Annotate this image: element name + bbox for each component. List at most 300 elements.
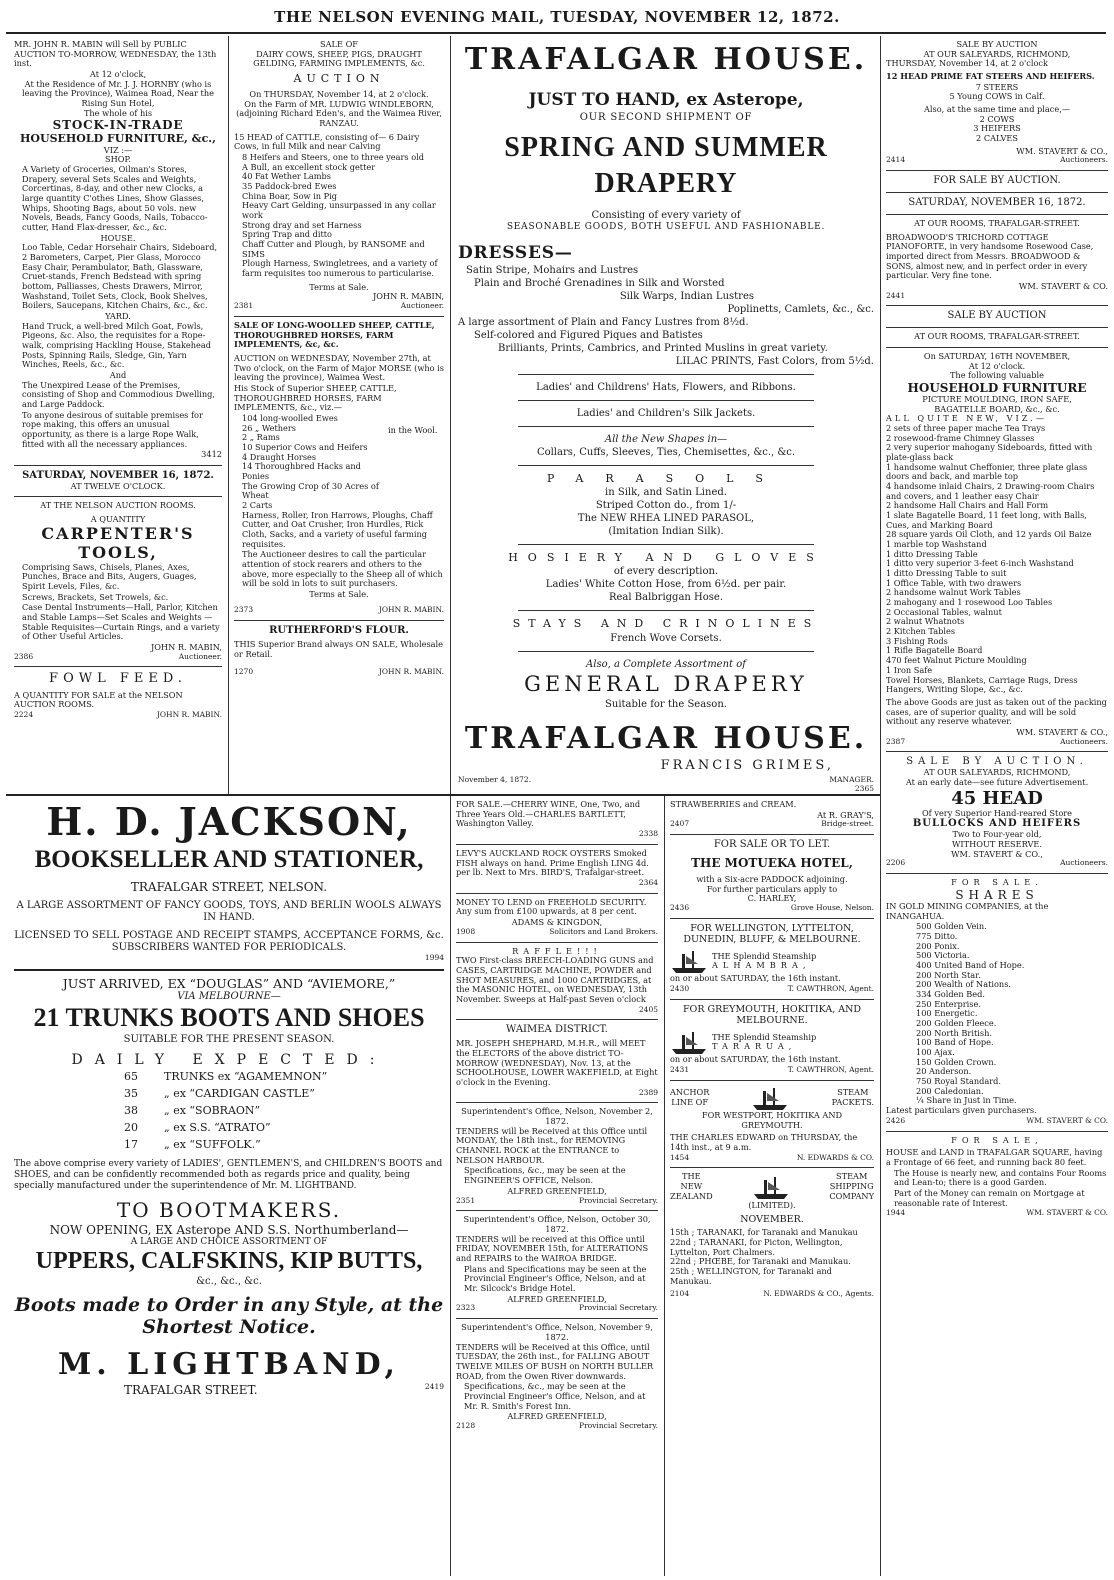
flour-heading: RUTHERFORD'S FLOUR. — [269, 624, 409, 636]
ad-divider — [886, 214, 1108, 215]
ad-divider — [456, 1102, 658, 1103]
trafalgar-date: November 4, 1872. — [458, 774, 532, 784]
ad-divider — [234, 620, 444, 621]
parasols-heading: PARASOLS — [547, 471, 785, 485]
shapes-line: All the New Shapes in— — [604, 433, 728, 445]
list-item: 1 ditto Dressing Table — [886, 548, 978, 559]
hosiery-line-3: Real Balbriggan Hose. — [608, 592, 724, 604]
money-role: Solicitors and Land Brokers. — [549, 926, 658, 936]
motueka-with: with a Six-acre PADDOCK adjoining. — [696, 874, 848, 885]
house-list: Loo Table, Cedar Horsehair Chairs, Sideboard, 2 Barometers, Carpet, Pier Glass, Morocco Easy Chair, Perambulator, Bath, Glassware, Cruet-stands, French Bedstead with spring bottom, Palliasses, Chests Drawers, Mirror, Washstand, Toilet Sets, Clock, Book Shelves, Boilers, Saucepans, Kitchen Chairs, &c., &c. — [22, 242, 218, 311]
steamship-icon — [752, 1174, 790, 1200]
sheep-body-2: His Stock of Superior SHEEP, CATTLE, THOROUGHBRED HORSES, FARM IMPLEMENTS, &c., viz.— — [234, 382, 397, 413]
list-item: 5 Young COWS in Calf. — [949, 91, 1045, 102]
dairy-place: On the Farm of MR. LUDWIG WINDLEBORN, (adjoining Richard Eden's, and the Waimea River, RANZAU. — [236, 98, 442, 128]
tender2-heading: Superintendent's Office, Nelson, October 30, 1872. — [463, 1214, 651, 1235]
dresses-line-8: LILAC PRINTS, Fast Colors, from 5½d. — [675, 355, 874, 367]
list-item: 26 „ Wethers — [242, 422, 296, 433]
sale4-age: Two to Four-year old, — [952, 829, 1042, 840]
ad-number: 2407 — [670, 819, 690, 829]
parasols-line-2: Striped Cotton do., from 1/- — [595, 499, 737, 511]
sale3-signature: WM. STAVERT & CO., — [1016, 726, 1108, 737]
ad-divider — [886, 751, 1108, 752]
sale6-body: HOUSE and LAND in TRAFALGAR SQUARE, having a Frontage of 66 feet, and running back 80 feet. — [886, 1147, 1103, 1167]
ad-number: 2441 — [886, 290, 906, 300]
list-item: 3 Fishing Rods — [886, 635, 948, 646]
list-item: 1 ditto very superior 3-feet 6-inch Washstand — [886, 558, 1074, 569]
column-rule — [228, 36, 229, 794]
list-item: 2 Carts — [242, 500, 273, 511]
list-item: 200 North Star. — [916, 969, 981, 980]
auction-place: At the Residence of Mr. J. J. HORNBY (who is leaving the Province), Waimea Road, Near the Rising Sun Hotel, — [22, 78, 214, 109]
stavert-sale-3 — [886, 310, 1108, 746]
list-item: 3 HEIFERS — [973, 123, 1021, 134]
ad-number: 2414 — [886, 155, 906, 165]
ad-divider — [670, 999, 874, 1000]
greymouth-body-2: on or about SATURDAY, the 16th instant. — [670, 1054, 841, 1065]
list-item: 2 sets of three paper mache Tea Trays — [886, 423, 1046, 434]
ad-number: 2351 — [456, 1195, 476, 1205]
ad-divider — [518, 400, 814, 401]
ad-number: 2405 — [638, 1004, 658, 1014]
carpenter-body-2: Screws, Brackets, Set Trowels, &c. — [22, 591, 169, 602]
also-line: Also, a Complete Assortment of — [586, 658, 746, 670]
list-item: 25th ; WELLINGTON, for Taranaki and Manukau. — [670, 1265, 832, 1286]
shop-heading: SHOP. — [105, 154, 131, 165]
list-item: 38 „ ex “SOBRAON” — [124, 1104, 261, 1118]
sale5-lead: IN GOLD MINING COMPANIES, at the INANGAHUA. — [886, 900, 1049, 921]
dairy-lead: 15 HEAD of CATTLE, consisting of— 6 Dairy Cows, in full Milk and near Calving — [234, 131, 420, 152]
sale2-signature: WM. STAVERT & CO. — [1018, 280, 1108, 291]
sheep-sale — [234, 321, 444, 615]
dairy-date: On THURSDAY, November 14, at 2 o'clock. — [249, 88, 429, 99]
dairy-sale — [234, 40, 444, 311]
list-item: Heavy Cart Gelding, unsurpassed in any collar work — [242, 200, 436, 221]
list-item: China Boar, Sow in Pig — [242, 190, 337, 201]
dresses-line-7: Brilliants, Prints, Cambrics, and Printed Muslins in great variety. — [498, 342, 828, 354]
list-item: 500 Golden Vein. — [916, 921, 987, 932]
tender2-signature: ALFRED GREENFIELD, — [507, 1293, 607, 1304]
anchor-line-banner — [670, 1085, 874, 1111]
ad-number: 2338 — [638, 829, 658, 839]
hats-line: Ladies' and Childrens' Hats, Flowers, and Ribbons. — [536, 381, 796, 393]
flour-body: THIS Superior Brand always ON SALE, Wholesale or Retail. — [234, 639, 443, 660]
list-item: 470 feet Walnut Picture Moulding — [886, 655, 1027, 666]
motueka-further: For further particulars apply to — [706, 883, 838, 894]
ad-number: 2323 — [456, 1303, 476, 1313]
yard-heading: YARD. — [105, 310, 131, 321]
anchor-for: FOR WESTPORT, HOKITIKA AND GREYMOUTH. — [701, 1109, 843, 1130]
ad-number: 1994 — [424, 952, 444, 962]
sale1-items — [886, 83, 1108, 102]
dairy-h2: DAIRY COWS, SHEEP, PIGS, DRAUGHT GELDING, FARMING IMPLEMENTS, &c. — [253, 48, 425, 69]
sale1-place: AT OUR SALEYARDS, RICHMOND, — [923, 48, 1071, 59]
rope-note: To anyone desirous of suitable premises for rope making, this offers an unusual opportunity, as there is a large Rope Walk, fitted with all the necessary appliances. — [22, 409, 203, 449]
trafalgar-title-2: TRAFALGAR HOUSE. — [464, 720, 868, 756]
ad-number: 1454 — [670, 1152, 690, 1162]
list-item: 1 Office Table, with two drawers — [886, 577, 1022, 588]
list-item: 104 long-woolled Ewes — [242, 412, 338, 423]
ad-number: 2419 — [424, 1381, 444, 1391]
ad-divider — [456, 1019, 658, 1020]
jackson-ad — [14, 800, 444, 963]
ad-divider — [456, 942, 658, 943]
strawberries-street: Bridge-street. — [821, 819, 874, 829]
ad-divider — [518, 610, 814, 611]
list-item: 1 marble top Washstand — [886, 539, 987, 550]
list-item: 2 handsome Hall Chairs and Hall Form — [886, 500, 1049, 511]
auction-title: STOCK-IN-TRADE — [52, 118, 184, 133]
auction-intro: MR. JOHN R. MABIN will Sell by PUBLIC AUCTION TO-MORROW, WEDNESDAY, the 13th inst. — [14, 40, 217, 69]
list-item: 250 Enterprise. — [916, 998, 981, 1009]
boots-suitable: SUITABLE FOR THE PRESENT SEASON. — [123, 1033, 335, 1045]
carpenter-auction — [14, 470, 222, 661]
anchor-l1: ANCHOR — [670, 1087, 710, 1098]
general-drapery: GENERAL DRAPERY — [524, 671, 808, 696]
dairy-role: Auctioneer. — [400, 301, 444, 311]
boots-body: The above comprise every variety of LADIES', GENTLEMEN'S, and CHILDREN'S BOOTS and SHOES, and can be confidently recommended both as regards price and quality, being specially manufactured under the superintendence of Mr. M. LIGHTBAND. — [14, 1159, 443, 1191]
list-item: 100 Energetic. — [916, 1008, 978, 1019]
dresses-line-6: Self-colored and Figured Piques and Batistes — [474, 329, 703, 341]
stavert-sale-1 — [886, 40, 1108, 165]
dresses-line-3: Silk Warps, Indian Lustres — [619, 290, 754, 302]
jackson-street: TRAFALGAR STREET, NELSON. — [130, 880, 328, 895]
sale4-sub: Of very Superior Hand-reared Store — [921, 807, 1073, 818]
house-heading: HOUSE. — [100, 232, 136, 243]
anchor-r1: STEAM — [837, 1087, 869, 1098]
list-item: 2 very superior mahogany Sideboards, fitted with plate-glass back — [886, 442, 1093, 463]
ad-divider — [886, 305, 1108, 306]
sale3-date: On SATURDAY, 16TH NOVEMBER, — [923, 350, 1071, 361]
sale4-role: Auctioneers. — [1060, 858, 1108, 868]
dairy-terms: Terms at Sale. — [309, 281, 369, 292]
sale4-title: BULLOCKS AND HEIFERS — [912, 818, 1082, 830]
middle-left — [456, 800, 658, 1576]
list-item: 35 „ ex “CARDIGAN CASTLE” — [124, 1087, 315, 1101]
motueka-signature: C. HARLEY, — [747, 893, 797, 904]
list-item: A Bull, an excellent stock getter — [242, 161, 376, 172]
flour-ad — [234, 625, 444, 677]
fowl-title: FOWL FEED. — [49, 671, 187, 687]
cherry-wine: FOR SALE.—CHERRY WINE, One, Two, and Three Years Old.—CHARLES BARTLETT, Washington Valley. — [456, 800, 641, 829]
jackson-line-2: LICENSED TO SELL POSTAGE AND RECEIPT STAMPS, ACCEPTANCE FORMS, &c. SUBSCRIBERS WANTED FOR PERIODICALS. — [14, 930, 444, 953]
ad-divider — [14, 666, 222, 667]
sale2-heading: FOR SALE BY AUCTION. — [933, 175, 1061, 187]
sale4-heading: SALE BY AUCTION. — [906, 756, 1088, 768]
anchor-r2: PACKETS. — [831, 1096, 874, 1107]
ad-number: 2387 — [886, 736, 906, 746]
sale6-body-2: The House is nearly new, and contains Four Rooms and Lean-to; there is a good Garden. — [894, 1167, 1107, 1188]
carpenter-time: AT TWELVE O'CLOCK. — [70, 480, 166, 491]
column-rule — [664, 796, 665, 1576]
ad-number: 2128 — [456, 1420, 476, 1430]
ad-divider — [670, 1167, 874, 1168]
list-item: 14 Thoroughbred Hacks and Ponies — [242, 461, 361, 482]
flour-signature: JOHN R. MABIN. — [378, 666, 444, 676]
nz-r1: STEAM — [836, 1171, 868, 1182]
list-item: 65 TRUNKS ex “AGAMEMNON” — [124, 1070, 328, 1084]
section-rule — [14, 969, 444, 971]
money-signature: ADAMS & KINGDON, — [511, 917, 603, 928]
list-item: 200 Wealth of Nations. — [916, 979, 1012, 990]
shop-list: A Variety of Groceries, Oilman's Stores, Drapery, several Sets Scales and Weights, Corcertinas, 8-day, and other new Clocks, a large quantity C'othes Lines, Show Glasses, Whips, Shooting Bags, about 50 vols. new Novels, Beads, Fancy Goods, Nails, Tobacco-cutter, Hand Flax-dresser, &c., &c. — [22, 163, 208, 232]
waimea-body: MR. JOSEPH SHEPHARD, M.H.R., will MEET the ELECTORS of the above district TO-MORROW (WEDNESDAY), Nov. 13, at the SCHOOLHOUSE, LOWER WAKEFIELD, at Eight o'clock in the Evening. — [456, 1038, 658, 1087]
list-item: 35 Paddock-bred Ewes — [242, 181, 337, 192]
auction-viz: VIZ :— — [103, 144, 133, 155]
sale3-items — [886, 424, 1108, 695]
ad-divider — [518, 651, 814, 652]
motueka-title: THE MOTUEKA HOTEL, — [691, 855, 853, 870]
sale1-date: THURSDAY, November 14, at 2 o'clock — [886, 58, 1048, 69]
list-item: 500 Victoria. — [916, 950, 970, 961]
carpenter-body-3: Case Dental Instruments—Hall, Parlor, Kitchen and Stable Lamps—Set Scales and Weights —Stable Requisites—Curtain Rings, and a variety of Other Useful Articles. — [22, 602, 220, 642]
boots-title: 21 TRUNKS BOOTS AND SHOES — [33, 1003, 425, 1033]
list-item: 2 handsome walnut Work Tables — [886, 587, 1021, 598]
nz-l3: ZEALAND — [670, 1190, 713, 1201]
sheep-signature: JOHN R. MABIN. — [378, 604, 444, 614]
steamship-icon — [670, 1029, 708, 1055]
fowl-signature: JOHN R. MABIN. — [156, 710, 222, 720]
dresses-heading: DRESSES— — [458, 242, 573, 263]
sale3-title: HOUSEHOLD FURNITURE — [907, 380, 1087, 395]
list-item: 1 handsome walnut Cheffonier, three plate glass doors and back, and marble top — [886, 461, 1088, 482]
dairy-auction: AUCTION — [293, 72, 385, 86]
spring-drapery: SPRING AND SUMMER DRAPERY — [504, 132, 828, 200]
list-item: 2 rosewood-frame Chimney Glasses — [886, 432, 1035, 443]
sale3-sub: PICTURE MOULDING, IRON SAFE, — [922, 394, 1072, 405]
stavert-sale-2 — [886, 175, 1108, 300]
nz-l1: THE — [682, 1171, 701, 1182]
ad-divider — [234, 316, 444, 317]
ad-divider — [886, 347, 1108, 348]
jackets-line: Ladies' and Children's Silk Jackets. — [576, 407, 756, 419]
sale3-sub-2: BAGATELLE BOARD, &c., &c. — [934, 403, 1060, 414]
sheep-body: AUCTION on WEDNESDAY, November 27th, at Two o'clock, on the Farm of Major MORSE (who is leaving the province), Waimea West. — [234, 352, 444, 383]
list-item: Towel Horses, Blankets, Carriage Rugs, Dress Hangers, Writing Slope, &c., &c. — [886, 674, 1078, 695]
sale5-items — [886, 922, 1108, 1106]
daily-expected: DAILY EXPECTED: — [71, 1051, 387, 1068]
list-item: 200 Ponix. — [916, 940, 960, 951]
ad-number: 2389 — [638, 1087, 658, 1097]
trunks-list — [14, 1068, 444, 1153]
tender3-body: TENDERS will be Received at this Office, until TUESDAY, the 26th inst., for FALLING ABOUT TWELVE MILES OF BUSH on NORTH BULLER ROAD, from the Owen River downwards. — [456, 1341, 654, 1381]
nz-limited: (LIMITED). — [748, 1200, 796, 1211]
greymouth-heading: FOR GREYMOUTH, HOKITIKA, AND MELBOURNE. — [682, 1003, 862, 1027]
ad-number: 3412 — [201, 449, 222, 460]
column-rule — [880, 36, 881, 1576]
waimea-heading: WAIMEA DISTRICT. — [506, 1024, 608, 1036]
masthead-rule — [6, 32, 1106, 34]
ad-number: 2104 — [670, 1289, 690, 1299]
collars-line: Collars, Cuffs, Sleeves, Ties, Chemisettes, &c., &c. — [536, 446, 796, 458]
carpenter-body: Comprising Saws, Chisels, Planes, Axes, Punches, Brace and Bits, Augers, Guages, Spirit Levels, Files, &c. — [22, 561, 197, 591]
ad-number: 2436 — [670, 903, 690, 913]
sale4-without: WITHOUT RESERVE. — [951, 838, 1043, 849]
tender1-body: TENDERS will be Received at this Office until MONDAY, the 18th inst., for REMOVING CHANNEL ROCK at the ENTRANCE to NELSON HARBOUR. — [456, 1125, 648, 1165]
wool-note: in the Wool. — [388, 424, 438, 435]
ad-number: 2224 — [14, 710, 34, 720]
ad-divider — [670, 1080, 874, 1081]
sale1-lead: 12 HEAD PRIME FAT STEERS AND HEIFERS. — [886, 71, 1095, 82]
manager-role: MANAGER. — [829, 774, 874, 784]
list-item: 200 Golden Fleece. — [916, 1017, 997, 1028]
list-item: Strong dray and set Harness — [242, 219, 362, 230]
list-item: The Growing Crop of 30 Acres of Wheat — [242, 480, 379, 501]
list-item: 200 Caledonian. — [916, 1085, 984, 1096]
wellington-body: THE Splendid Steamship — [712, 950, 817, 961]
ad-divider — [456, 893, 658, 894]
wellington-signature: T. CAWTHRON, Agent. — [787, 984, 874, 994]
sale3-place: AT OUR ROOMS, TRAFALGAR-STREET. — [914, 331, 1080, 342]
tender2-role: Provincial Secretary. — [579, 1303, 658, 1313]
nz-r2: SHIPPING — [829, 1181, 874, 1192]
list-item: 750 Royal Standard. — [916, 1076, 1001, 1086]
list-item: 22nd ; TARANAKI, for Picton, Wellington, Lyttelton, Port Chalmers. — [670, 1236, 843, 1257]
list-item: 100 Ajax. — [916, 1046, 955, 1057]
dresses-line-2: Plain and Broché Grenadines in Silk and Worsted — [474, 277, 725, 289]
sale2-place: AT OUR ROOMS, TRAFALGAR-STREET. — [914, 217, 1080, 228]
nz-r3: COMPANY — [829, 1190, 874, 1201]
boots-heading: JUST ARRIVED, EX “DOUGLAS” AND “AVIEMORE,” — [62, 975, 396, 991]
sale5-signature: WM. STAVERT & CO. — [1026, 1115, 1108, 1125]
trafalgar-sub: JUST TO HAND, ex Asterope, — [528, 90, 804, 110]
nz-sailings — [670, 1228, 874, 1286]
list-item: 20 „ ex S.S. “ATRATO” — [124, 1121, 271, 1135]
list-item: 2 walnut Whatnots — [886, 616, 965, 627]
carpenter-title: CARPENTER'S TOOLS, — [41, 523, 195, 562]
ad-divider — [886, 327, 1108, 328]
sale3-following: The following valuable — [949, 370, 1045, 381]
sale4-early: At an early date—see future Advertisement. — [905, 776, 1089, 787]
tender1-heading: Superintendent's Office, Nelson, November 2, 1872. — [461, 1106, 653, 1127]
ad-number: 2373 — [234, 604, 254, 614]
sale4-signature: WM. STAVERT & CO., — [951, 848, 1043, 859]
sale1-also: Also, at the same time and place,— — [923, 104, 1071, 115]
nz-l2: NEW — [680, 1181, 703, 1192]
sale1-signature: WM. STAVERT & CO., — [1016, 145, 1108, 156]
list-item: Plough Harness, Swingletrees, and a variety of farm requisites too numerous to particularise. — [242, 258, 438, 279]
jackson-name: H. D. JACKSON, — [46, 800, 412, 844]
anchor-body: THE CHARLES EDWARD on THURSDAY, the 14th inst., at 9 a.m. — [670, 1132, 858, 1152]
sale6-heading: FOR SALE, — [951, 1134, 1043, 1145]
trafalgar-title: TRAFALGAR HOUSE. — [464, 42, 868, 77]
lightband-name: M. LIGHTBAND, — [58, 1347, 400, 1383]
list-item: 1 slate Bagatelle Board, 11 feet long, with Balls, Cues, and Marking Board — [886, 510, 1087, 530]
ad-number: 2381 — [234, 301, 254, 311]
boots-ad — [14, 977, 444, 1397]
boots-made: Boots made to Order in any Style, at the Shortest Notice. — [14, 1293, 444, 1339]
list-item: 4 handsome inlaid Chairs, 2 Drawing-room Chairs and covers, and 1 leather easy Chair — [886, 481, 1095, 501]
tender3-role: Provincial Secretary. — [579, 1420, 658, 1430]
list-item: ¼ Share in Just in Time. — [916, 1095, 1017, 1106]
carpenter-role: Auctioneer. — [178, 651, 222, 661]
list-item: 2 mahogany and 1 rosewood Loo Tables — [886, 597, 1053, 608]
wellington-ship: ALHAMBRA, — [712, 960, 811, 971]
dresses-line-4: Poplinetts, Camlets, &c., &c. — [727, 303, 874, 315]
sale2-body: BROADWOOD'S TRICHORD COTTAGE PIANOFORTE, in very handsome Rosewood Case, imported direct from Messrs. BROADWOOD & SONS, almost new, and in perfect order in every particular. Very fine tone. — [886, 231, 1094, 281]
list-item: 10 Superior Cows and Heifers — [242, 442, 368, 452]
hosiery-heading: HOSIERY AND GLOVES — [508, 550, 824, 564]
sheep-body-3: Harness, Roller, Iron Harrows, Ploughs, Chaff Cutter, and Oat Crusher, Iron Hurdles, Rick Cloth, Sacks, and a variety of useful farming requisites. — [242, 509, 433, 549]
column-2 — [234, 40, 444, 792]
list-item: 2 COWS — [979, 113, 1015, 124]
parasols-line-1: in Silk, and Satin Lined. — [605, 486, 727, 498]
tender1-body-2: Specifications, &c., may be seen at the ENGINEER'S OFFICE, Nelson. — [464, 1165, 626, 1186]
ad-number: 1270 — [234, 666, 254, 676]
sale3-note: The above Goods are just as taken out of the packing cases, are of superior quality, and will be sold without any reserve whatever. — [886, 696, 1107, 727]
tender3-signature: ALFRED GREENFIELD, — [507, 1411, 607, 1422]
list-item: 17 „ ex “SUFFOLK.” — [124, 1138, 261, 1152]
sale1-items-2 — [886, 115, 1108, 144]
ad-number: 2430 — [670, 984, 690, 994]
lightband-street: TRAFALGAR STREET. — [124, 1382, 258, 1397]
ad-divider — [886, 192, 1108, 193]
ad-divider — [886, 1131, 1108, 1132]
list-item: 40 Fat Wether Lambs — [242, 171, 331, 182]
parasols-line-4: (Imitation Indian Silk). — [608, 525, 724, 537]
nz-shipping-banner — [670, 1172, 874, 1201]
sheep-body-4: The Auctioneer desires to call the particular attention of stock rearers and others to the above, more especially to the Sheep all of which will be sold in lots to suit purchasers. — [242, 549, 443, 589]
to-bootmakers: TO BOOTMAKERS. — [116, 1198, 342, 1223]
ad-number: 2431 — [670, 1065, 690, 1074]
list-item: 100 Band of Hope. — [916, 1037, 994, 1048]
sheep-items — [234, 414, 388, 511]
auction-time: At 12 o'clock, — [89, 69, 147, 80]
yard-list: Hand Truck, a well-bred Milch Goat, Fowls, Pigeons, &c. Also, the requisites for a Rope-walk, comprising Hackling House, Stakehead Posts, Spinning Rails, Sledge, Gin, Yarn Winches, Reels, &c., &c. — [22, 320, 212, 370]
auction-whole: The whole of his — [83, 107, 153, 118]
motueka-heading: FOR SALE OR TO LET. — [713, 839, 831, 851]
sale3-heading: SALE BY AUCTION — [947, 310, 1047, 322]
ad-divider — [518, 374, 814, 375]
column-4 — [886, 40, 1108, 1576]
list-item: Spring Trap and ditto — [242, 229, 332, 240]
carpenter-signature: JOHN R. MABIN, — [150, 641, 222, 652]
ad-divider — [670, 918, 874, 919]
suitable-line: Suitable for the Season. — [605, 698, 727, 710]
ad-number: 2364 — [638, 877, 658, 887]
list-item: 4 Draught Horses — [242, 451, 317, 462]
sale1-role: Auctioneers. — [1060, 155, 1108, 165]
jackson-title: BOOKSELLER AND STATIONER, — [34, 845, 424, 873]
parasols-line-3: The NEW RHEA LINED PARASOL, — [577, 512, 755, 524]
ad-divider — [456, 1318, 658, 1319]
tender1-role: Provincial Secretary. — [579, 1195, 658, 1205]
carpenter-date: SATURDAY, NOVEMBER 16, 1872. — [22, 470, 214, 481]
list-item: 150 Golden Crown. — [916, 1056, 997, 1067]
list-item: 8 Heifers and Steers, one to three years old — [242, 152, 425, 163]
ad-number: 1944 — [886, 1208, 906, 1218]
hosiery-line-1: of every description. — [613, 566, 719, 578]
stavert-sale-6 — [886, 1136, 1108, 1219]
sale5-latest: Latest particulars given purchasers. — [886, 1105, 1037, 1116]
ad-divider — [456, 844, 658, 845]
steamship-icon — [670, 948, 708, 974]
nz-signature: N. EDWARDS & CO., Agents. — [763, 1289, 874, 1299]
section-rule — [6, 794, 880, 796]
stavert-sale-4 — [886, 756, 1108, 868]
column-1 — [14, 40, 222, 792]
ad-divider — [14, 496, 222, 497]
tender1-signature: ALFRED GREENFIELD, — [507, 1185, 607, 1196]
sale4-place: AT OUR SALEYARDS, RICHMOND, — [923, 767, 1071, 778]
ad-divider — [518, 426, 814, 427]
dairy-items — [234, 153, 444, 279]
ad-number: 2206 — [886, 858, 906, 868]
stavert-sale-5 — [886, 878, 1108, 1125]
auction-title-2: HOUSEHOLD FURNITURE, &c., — [20, 131, 216, 145]
sheep-terms: Terms at Sale. — [309, 589, 369, 600]
uppers-etc: &c., &c., &c. — [196, 1275, 262, 1287]
